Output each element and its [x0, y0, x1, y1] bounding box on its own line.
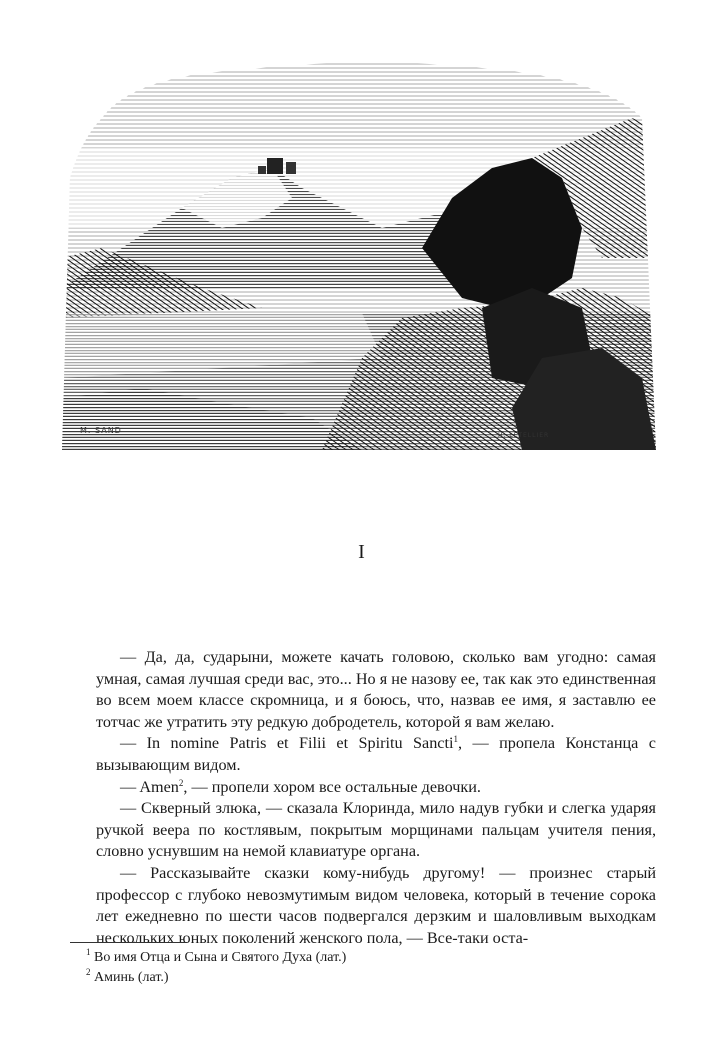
- footnote-ref: 1: [453, 734, 458, 745]
- footnote-mark: 2: [86, 967, 91, 977]
- paragraph-text: , — пропели хором все остальные девочки.: [183, 777, 481, 796]
- engraving-illustration: [62, 58, 656, 450]
- footnote-mark: 1: [86, 947, 91, 957]
- footnote-ref: 2: [178, 777, 184, 788]
- engraver-signature-right: H. LETELLIER: [498, 432, 550, 439]
- engraver-signature-left: M. SAND: [80, 426, 122, 435]
- paragraph: — Скверный злюка, — сказала Клоринда, мило надув губки и слегка ударяя ручкой веера по костлявым, покрытым морщинами пальцам учителя пения, словно уснувшим на немой клавиатуре органа.: [96, 799, 656, 861]
- footnote-text: Аминь (лат.): [94, 970, 169, 985]
- footnote: [86, 948, 606, 968]
- paragraph: — Да, да, сударыни, можете качать головою, сколько вам угодно: самая умная, самая лучшая среди вас, это... Но я не назову ее, так как это единственная во всем моем классе скромница, и я боюсь, что, назвав ее имя, я заставлю ее тотчас же утратить эту редкую добродетель, которой я вам желаю.: [96, 648, 656, 731]
- paragraph: [96, 777, 656, 799]
- footnote-text: Во имя Отца и Сына и Святого Духа (лат.): [94, 950, 347, 965]
- footnote-divider: [70, 942, 187, 943]
- footnotes: [86, 948, 606, 988]
- paragraph-text: , — пропела Констанца с вызывающим видом.: [96, 734, 656, 774]
- paragraph: — Рассказывайте сказки кому-нибудь другому! — произнес старый профессор с глубоко невозмутимым видом человека, который в течение сорока лет ежедневно по шести часов подвергался дерзким и шаловливым выходкам нескольких юных поколений женского пола, — Все-таки оста-: [96, 863, 656, 947]
- main-text: [96, 647, 656, 949]
- paragraph-text: — Amen: [120, 777, 179, 796]
- paragraph: [96, 733, 656, 776]
- footnote: [86, 968, 606, 988]
- chapter-number: I: [358, 541, 365, 563]
- landscape-engraving: [62, 58, 656, 450]
- paragraph-text: — In nomine Patris et Filii et Spiritu Sancti: [120, 734, 454, 753]
